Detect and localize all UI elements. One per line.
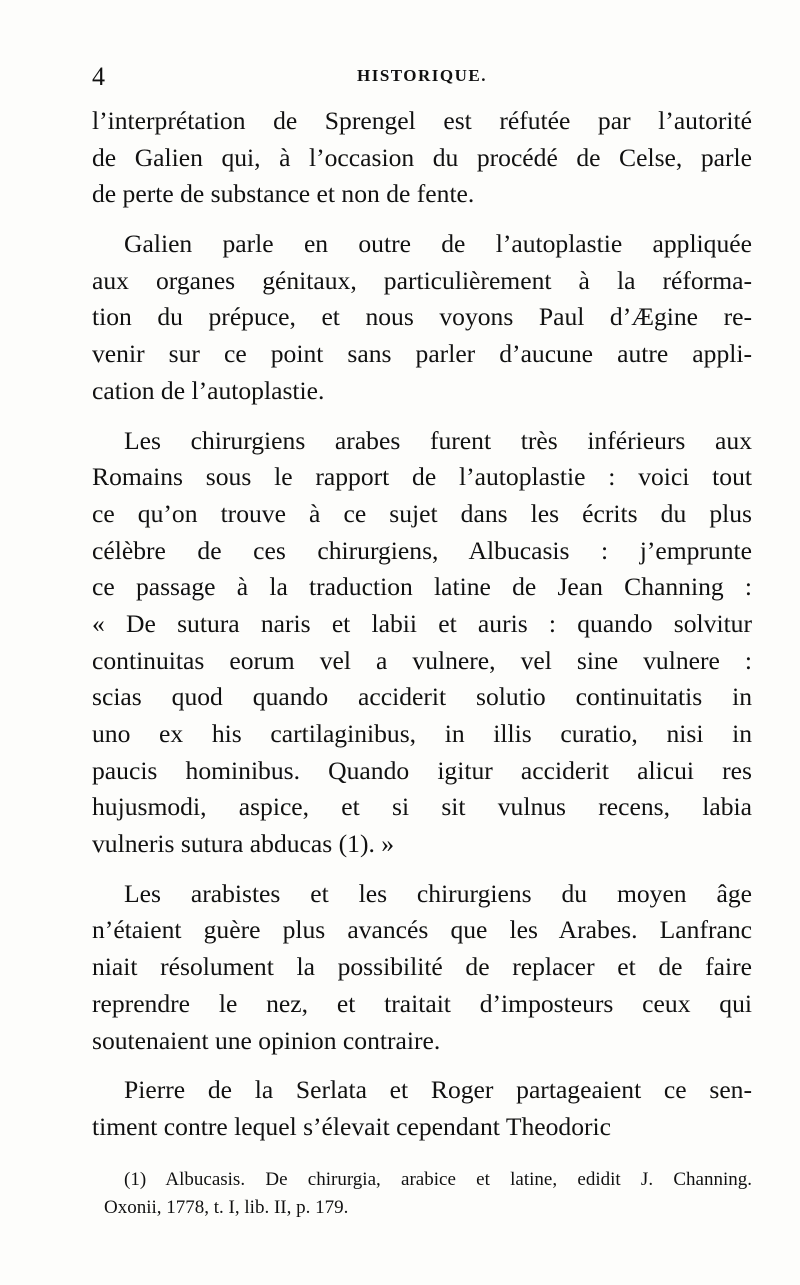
text-line: célèbre de ces chirurgiens, Albucasis : j’emprunte: [92, 535, 752, 565]
footnote-line: Oxonii, 1778, t. I, lib. II, p. 179.: [104, 1197, 349, 1218]
text-line: scias quod quando acciderit solutio continuitatis in: [92, 682, 752, 712]
text-line: paucis hominibus. Quando igitur acciderit alicui res: [92, 755, 752, 785]
text-line: soutenaient une opinion contraire.: [92, 1025, 441, 1055]
paragraph: [92, 876, 752, 1059]
paragraph: [92, 103, 752, 213]
text-line: hujusmodi, aspice, et si sit vulnus recens, labia: [92, 792, 752, 822]
page-header: [92, 62, 752, 92]
text-line: timent contre lequel s’élevait cependant Theodoric: [92, 1111, 612, 1141]
paragraph-gap: [92, 863, 752, 876]
text-line: ce passage à la traduction latine de Jean Channing :: [92, 572, 752, 602]
footnote-line: (1) Albucasis. De chirurgia, arabice et latine, edidit J. Channing.: [124, 1169, 752, 1190]
text-line: Les arabistes et les chirurgiens du moyen âge: [124, 878, 752, 908]
text-line: Pierre de la Serlata et Roger partageaient ce sen-: [124, 1075, 752, 1105]
text-line: aux organes génitaux, particulièrement à la réforma-: [92, 265, 752, 295]
text-line: l’interprétation de Sprengel est réfutée par l’autorité: [92, 106, 752, 135]
paragraph: [92, 1072, 752, 1145]
text-line: n’étaient guère plus avancés que les Arabes. Lanfranc: [92, 915, 752, 945]
paragraph-gap: [92, 213, 752, 226]
text-line: reprendre le nez, et traitait d’imposteurs ceux qui: [92, 988, 752, 1018]
text-line: Les chirurgiens arabes furent très inférieurs aux: [124, 425, 752, 455]
footnotes: [104, 1166, 752, 1222]
text-line: cation de l’autoplastie.: [92, 375, 325, 405]
text-line: de perte de substance et non de fente.: [92, 179, 475, 209]
text-line: niait résolument la possibilité de replacer et de faire: [92, 952, 752, 982]
running-head: HISTORIQUE.: [356, 66, 488, 85]
text-line: ce qu’on trouve à ce sujet dans les écrits du plus: [92, 498, 752, 528]
text-line: vulneris sutura abducas (1). »: [92, 829, 395, 859]
text-line: uno ex his cartilaginibus, in illis curatio, nisi in: [92, 719, 752, 748]
text-line: Galien parle en outre de l’autoplastie appliquée: [124, 229, 752, 259]
paragraph-gap: [92, 1059, 752, 1072]
text-line: Romains sous le rapport de l’autoplastie : voici tout: [92, 462, 752, 492]
text-line: tion du prépuce, et nous voyons Paul d’Ægine re-: [92, 302, 752, 332]
text-line: « De sutura naris et labii et auris : quando solvitur: [92, 608, 752, 638]
paragraph: [92, 423, 752, 863]
text-line: de Galien qui, à l’occasion du procédé de Celse, parle: [92, 142, 752, 172]
paragraph-gap: [92, 410, 752, 423]
text-line: venir sur ce point sans parler d’aucune autre appli-: [92, 339, 752, 369]
text-line: continuitas eorum vel a vulnere, vel sine vulnere :: [92, 645, 752, 675]
paragraph: [92, 226, 752, 409]
page-number: 4: [92, 62, 105, 91]
body-text: [92, 103, 752, 1146]
